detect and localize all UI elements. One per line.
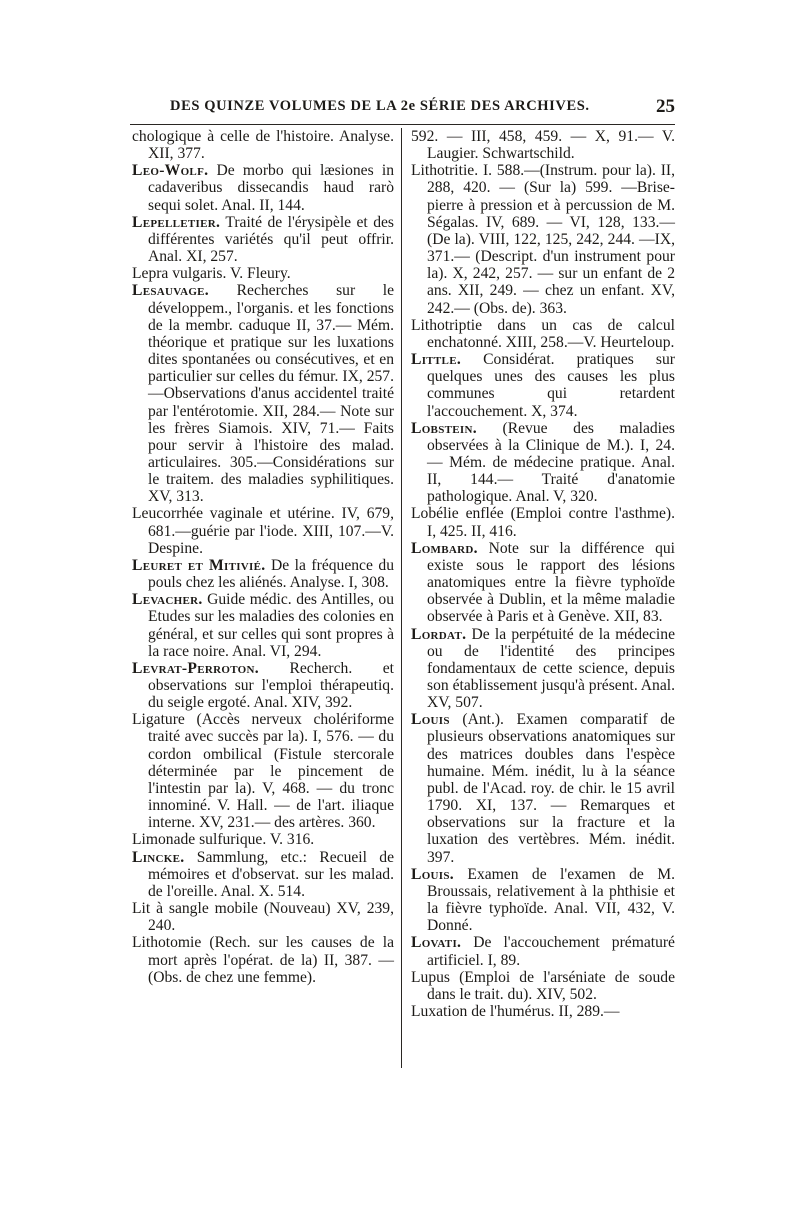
left-column bbox=[132, 128, 394, 986]
index-entry bbox=[411, 626, 675, 712]
entry-headword: Leo-Wolf. bbox=[132, 162, 209, 180]
entry-text: De la fréquence du pouls chez les aliénés. Analyse. I, 308. bbox=[148, 556, 394, 592]
entry-headword: Lepelletier. bbox=[132, 213, 221, 231]
entry-text: Examen de l'examen de M. Broussais, relativement à la phthisie et la fièvre typhoïde. Anal. VII, 432, V. Donné. bbox=[427, 865, 675, 935]
entry-text: (Ant.). Examen comparatif de plusieurs observations anatomiques sur des matrices doubles dans l'espèce humaine. Mém. inédit, lu à la séance publ. de l'Acad. roy. de chir. le 15 avril 1790. XI, 137. — Remarques et observations sur la fracture et la luxation des vertèbres. Mém. inédit. 397. bbox=[427, 711, 675, 866]
entry-headword: Louis. bbox=[411, 865, 454, 883]
entry-headword: Little. bbox=[411, 351, 462, 369]
index-entry bbox=[132, 214, 394, 265]
entry-text: De l'accouchement prématuré artificiel. I, 89. bbox=[427, 934, 675, 969]
entry-headword: Louis bbox=[411, 711, 450, 729]
entry-headword: Lesauvage. bbox=[132, 282, 210, 300]
index-entry bbox=[411, 540, 675, 626]
page-number: 25 bbox=[656, 96, 675, 117]
index-entry bbox=[411, 934, 675, 968]
entry-headword: Lordat. bbox=[411, 625, 467, 643]
entry-text: (Revue des maladies observées à la Clinique de M.). I, 24. — Mém. de médecine pratique. Anal. II, 144.— Traité d'anatomie pathologique. Anal. V, 320. bbox=[427, 419, 675, 506]
index-entry bbox=[411, 128, 675, 162]
entry-text: chologique à celle de l'histoire. Analyse. XII, 377. bbox=[132, 128, 394, 163]
entry-text: Leucorrhée vaginale et utérine. IV, 679, 681.—guérie par l'iode. XIII, 107.—V. Despine. bbox=[132, 505, 394, 557]
entry-headword: Lovati. bbox=[411, 934, 462, 952]
index-entry bbox=[132, 265, 394, 282]
index-entry bbox=[411, 1003, 675, 1020]
entry-text: Lepra vulgaris. V. Fleury. bbox=[132, 265, 291, 283]
entry-text: Lupus (Emploi de l'arséniate de soude dans le trait. du). XIV, 502. bbox=[411, 968, 675, 1003]
entry-text: Luxation de l'humérus. II, 289.— bbox=[411, 1002, 620, 1020]
index-entry bbox=[132, 557, 394, 591]
index-entry bbox=[132, 849, 394, 900]
index-entry bbox=[132, 591, 394, 660]
index-entry bbox=[411, 711, 675, 865]
page-header bbox=[130, 98, 675, 124]
index-entry bbox=[132, 711, 394, 831]
entry-text: Lithotritie. I. 588.—(Instrum. pour la). II, 288, 420. — (Sur la) 599. —Brise-pierre à pression et à percussion de M. Ségalas. IV, 689. — VI, 128, 133.—(De la). VIII, 122, 125, 242, 244. —IX, 371.— (Descript. d'un instrument pour la). X, 242, 257. — sur un enfant de 2 ans. XII, 249. — chez un enfant. XV, 242.— (Obs. de). 363. bbox=[411, 162, 675, 317]
right-column bbox=[411, 128, 675, 1020]
index-entry bbox=[411, 969, 675, 1003]
entry-text: Traité de l'érysipèle et des différentes variétés qu'il peut offrir. Anal. XI, 257. bbox=[148, 213, 394, 266]
entry-text: De morbo qui læsiones in cadaveribus dissecandis haud rarò sequi solet. Anal. II, 144. bbox=[148, 162, 395, 214]
index-entry bbox=[132, 831, 394, 848]
index-entry bbox=[411, 351, 675, 420]
running-title: DES QUINZE VOLUMES DE LA 2e SÉRIE DES ARCHIVES. bbox=[170, 98, 590, 114]
index-entry bbox=[132, 162, 394, 213]
entry-text: Limonade sulfurique. V. 316. bbox=[132, 831, 315, 849]
entry-text: Recherch. et observations sur l'emploi thérapeutiq. du seigle ergoté. Anal. XIV, 392. bbox=[148, 659, 394, 712]
entry-text: Lobélie enflée (Emploi contre l'asthme). I, 425. II, 416. bbox=[411, 505, 675, 540]
entry-headword: Lobstein. bbox=[411, 419, 477, 437]
index-entry bbox=[132, 934, 394, 985]
entry-text: Recherches sur le développem., l'organis. et les fonctions de la membr. caduque II, 37.— Mém. théorique et pratique sur les luxations dites spontanées ou consécutives, et en particulier sur celles du fémur. IX, 257.—Observations d'anus accidentel traité par l'entérotomie. XII, 284.— Note sur les frères Siamois. XIV, 71.— Faits pour servir à l'histoire des malad. articulaires. 305.—Considérations sur le traitem. des maladies syphilitiques. XV, 313. bbox=[148, 282, 394, 506]
entry-headword: Lombard. bbox=[411, 539, 478, 557]
entry-text: Note sur la différence qui existe sous le rapport des lésions anatomiques entre la fièvre typhoïde observée à Dublin, et la même maladie observée à Paris et à Genève. XII, 83. bbox=[427, 539, 675, 626]
entry-text: 592. — III, 458, 459. — X, 91.— V. Laugier. Schwartschild. bbox=[411, 128, 675, 163]
entry-headword: Lincke. bbox=[132, 848, 185, 866]
entry-headword: Levrat-Perroton. bbox=[132, 659, 259, 677]
entry-text: Sammlung, etc.: Recueil de mémoires et d'observat. sur les malad. de l'oreille. Anal. X. 514. bbox=[148, 848, 394, 900]
entry-text: Lithotriptie dans un cas de calcul enchatonné. XIII, 258.—V. Heurteloup. bbox=[411, 316, 675, 351]
entry-headword: Leuret et Mitivié. bbox=[132, 556, 266, 574]
index-entry bbox=[411, 317, 675, 351]
index-entry bbox=[132, 900, 394, 934]
header-rule bbox=[130, 124, 675, 125]
entry-text: Guide médic. des Antilles, ou Etudes sur les maladies des colonies en général, et sur celles qui sont propres à la race noire. Anal. VI, 294. bbox=[148, 591, 394, 660]
entry-text: Lithotomie (Rech. sur les causes de la mort après l'opérat. de la) II, 387. —(Obs. de chez une femme). bbox=[132, 934, 394, 986]
index-entry bbox=[411, 420, 675, 506]
entry-text: Ligature (Accès nerveux cholériforme traité avec succès par la). I, 576. — du cordon ombilical (Fistule stercorale déterminée par le pincement de l'intestin par la). V, 468. — du tronc innominé. V. Hall. — de l'art. iliaque interne. XV, 231.— des artères. 360. bbox=[132, 711, 394, 832]
index-entry bbox=[132, 282, 394, 505]
index-entry bbox=[132, 505, 394, 556]
index-entry bbox=[132, 128, 394, 162]
entry-text: Considérat. pratiques sur quelques unes des causes les plus communes qui retardent l'accouchement. X, 374. bbox=[427, 351, 675, 420]
entry-text: De la perpétuité de la médecine ou de l'identité des principes fondamentaux de cette science, depuis son établissement jusqu'à présent. Anal. XV, 507. bbox=[427, 625, 675, 712]
column-divider bbox=[401, 128, 402, 1068]
index-entry bbox=[411, 162, 675, 316]
entry-headword: Levacher. bbox=[132, 591, 203, 609]
index-entry bbox=[411, 505, 675, 539]
index-entry bbox=[132, 660, 394, 711]
entry-text: Lit à sangle mobile (Nouveau) XV, 239, 240. bbox=[132, 900, 394, 935]
index-entry bbox=[411, 866, 675, 935]
